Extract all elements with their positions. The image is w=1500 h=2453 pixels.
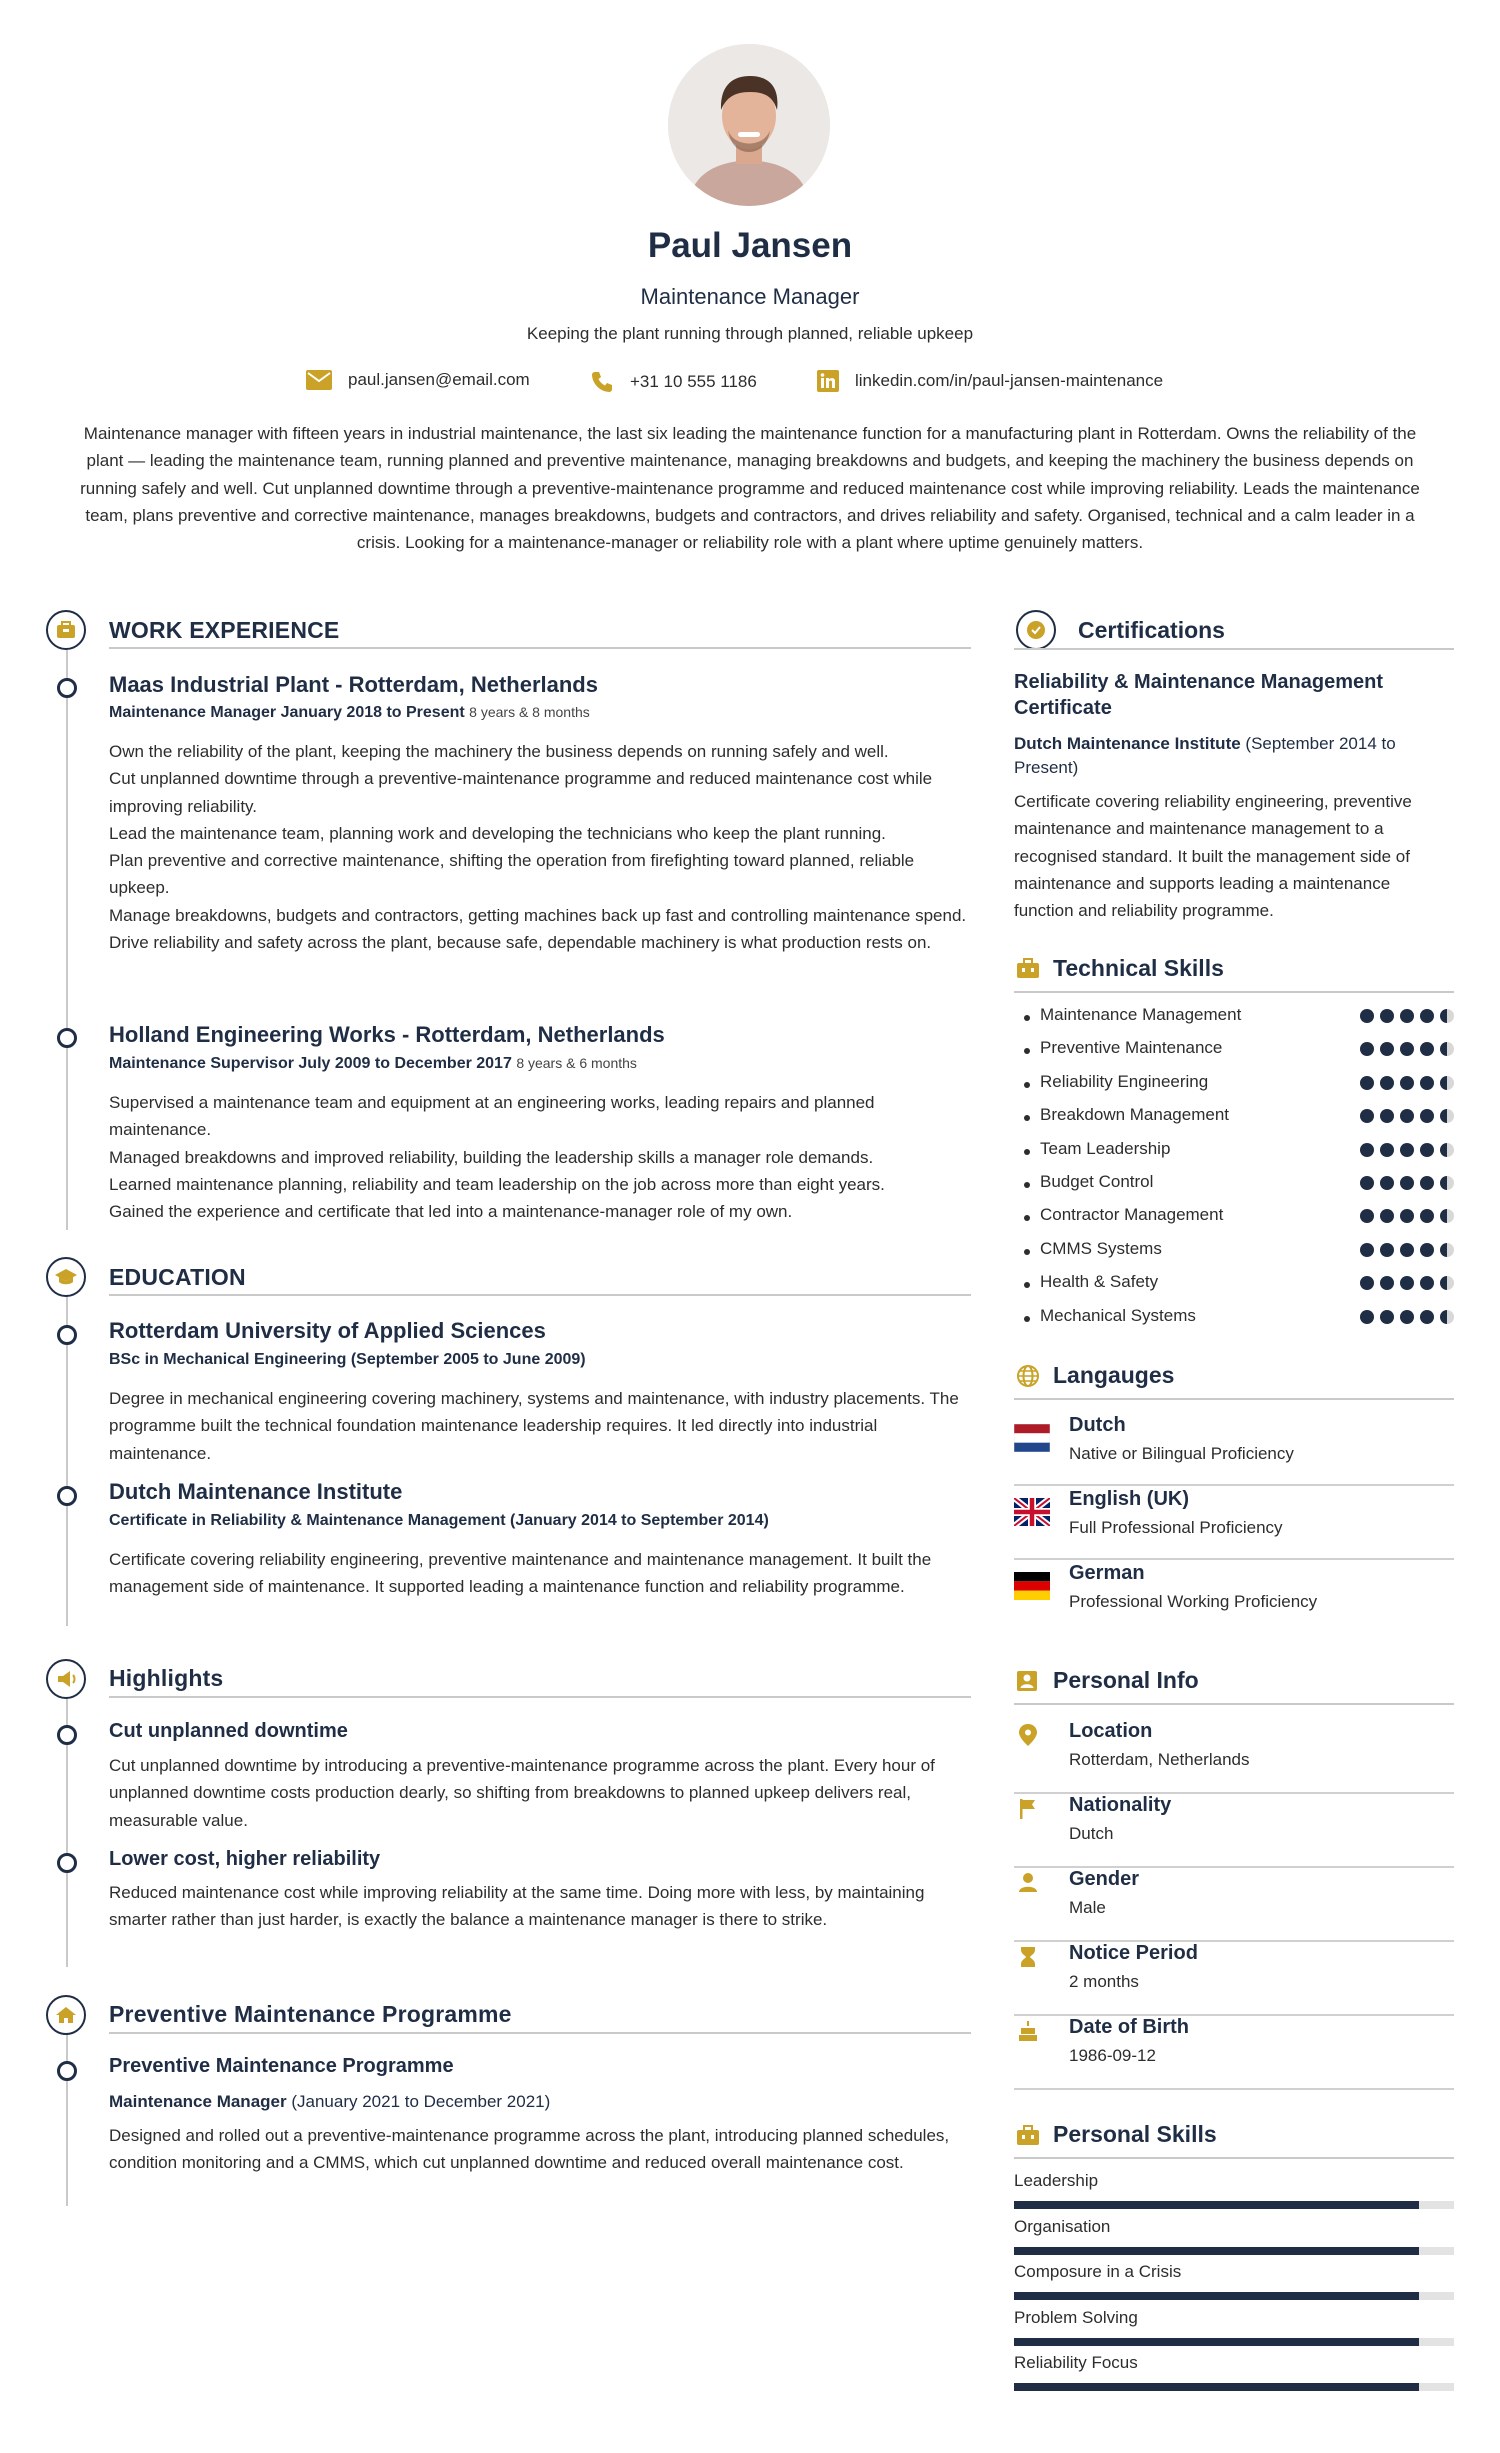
germany-flag-icon bbox=[1014, 1572, 1050, 1600]
school-name: Rotterdam University of Applied Sciences bbox=[109, 1318, 546, 1343]
personal-skill-item bbox=[1014, 2217, 1454, 2263]
info-value: 2 months bbox=[1069, 1972, 1139, 1991]
job-bullet: Learned maintenance planning, reliability and team leadership on the job across more than eight years. bbox=[109, 1174, 885, 1194]
flag-icon bbox=[1018, 1798, 1038, 1820]
technical-skill-item bbox=[1014, 1105, 1454, 1135]
skill-bar-fill bbox=[1014, 2292, 1419, 2300]
bullet-dot bbox=[1024, 1149, 1030, 1155]
job-bullet: Managed breakdowns and improved reliability, building the leadership skills a manager role demands. bbox=[109, 1147, 874, 1167]
personal-info-item bbox=[1014, 1794, 1454, 1868]
timeline-dot bbox=[57, 678, 77, 698]
info-label: Date of Birth bbox=[1069, 2016, 1189, 2038]
language-item bbox=[1014, 1414, 1454, 1486]
email-contact[interactable] bbox=[306, 370, 530, 390]
phone-contact[interactable] bbox=[590, 370, 757, 394]
personal-info-item bbox=[1014, 1942, 1454, 2016]
skill-name: Composure in a Crisis bbox=[1014, 2262, 1182, 2282]
job-description bbox=[109, 1089, 971, 1225]
education-description: Degree in mechanical engineering covering machinery, systems and maintenance, with industry placements. The programme built the technical foundation maintenance leadership requires. It led directly into industrial maintenance. bbox=[109, 1389, 959, 1463]
candidate-name: Paul Jansen bbox=[647, 226, 853, 265]
personal-info-item bbox=[1014, 1868, 1454, 1942]
skill-rating bbox=[1354, 1209, 1454, 1223]
skill-name: Maintenance Management bbox=[1040, 1005, 1242, 1024]
timeline-dot bbox=[57, 1028, 77, 1048]
technical-skill-item bbox=[1014, 1272, 1454, 1302]
job-bullet: Own the reliability of the plant, keeping the machinery the business depends on running safely and well. bbox=[109, 742, 889, 761]
technical-skill-item bbox=[1014, 1239, 1454, 1269]
rating-dot bbox=[1440, 1009, 1454, 1023]
rating-dot bbox=[1360, 1009, 1374, 1023]
rating-dot bbox=[1380, 1209, 1394, 1223]
job-description bbox=[109, 738, 971, 956]
skill-rating bbox=[1354, 1310, 1454, 1324]
info-value: Rotterdam, Netherlands bbox=[1069, 1750, 1250, 1769]
rating-dot bbox=[1400, 1276, 1414, 1290]
highlight-title: Cut unplanned downtime bbox=[109, 1720, 348, 1742]
rating-dot bbox=[1380, 1176, 1394, 1190]
timeline-dot bbox=[57, 1325, 77, 1345]
rating-dot bbox=[1360, 1143, 1374, 1157]
contact-bar bbox=[0, 370, 1500, 400]
info-label: Gender bbox=[1069, 1868, 1140, 1890]
info-value: Dutch bbox=[1069, 1824, 1114, 1843]
skill-name: Problem Solving bbox=[1014, 2307, 1138, 2327]
rating-dot bbox=[1440, 1143, 1454, 1157]
info-label: Nationality bbox=[1069, 1794, 1172, 1816]
bullet-dot bbox=[1024, 1048, 1030, 1054]
certificate-name: Reliability & Maintenance Management Certificate bbox=[1014, 671, 1383, 719]
job-bullet: Gained the experience and certificate that led into a maintenance-manager role of my own. bbox=[109, 1202, 793, 1222]
person-icon bbox=[1018, 1872, 1038, 1894]
profile-summary: Maintenance manager with fifteen years in industrial maintenance, the last six leading the maintenance function for a manufacturing plant in Rotterdam. Owns the reliability of the plant — leading the maintenance team, running planned and preventive maintenance, managing breakdowns and budgets, and keeping the machinery the business depends on running safely and well. Cut unplanned downtime through a preventive-maintenance programme and reduced maintenance cost while improving reliability. Leads the maintenance team, plans preventive and corrective maintenance, manages breakdowns, budgets and contractors, and drives reliability and safety. Organised, technical and a calm leader in a crisis. Looking for a maintenance-manager or reliability role with a plant where uptime genuinely matters. bbox=[80, 424, 1420, 553]
item-divider bbox=[1014, 1484, 1454, 1486]
technical-skill-item bbox=[1014, 1306, 1454, 1336]
technical-skill-item bbox=[1014, 1038, 1454, 1068]
skill-name: Preventive Maintenance bbox=[1040, 1038, 1223, 1058]
rating-dot bbox=[1380, 1276, 1394, 1290]
rating-dot bbox=[1400, 1176, 1414, 1190]
rating-dot bbox=[1360, 1243, 1374, 1257]
netherlands-flag-icon bbox=[1014, 1424, 1050, 1452]
rating-dot bbox=[1440, 1042, 1454, 1056]
info-label: Notice Period bbox=[1069, 1942, 1198, 1964]
skill-bar-track bbox=[1014, 2383, 1454, 2391]
skill-bar-track bbox=[1014, 2338, 1454, 2346]
rating-dot bbox=[1400, 1209, 1414, 1223]
section-divider bbox=[1014, 1703, 1454, 1705]
job-duration: 8 years & 6 months bbox=[516, 1055, 637, 1071]
bullet-dot bbox=[1024, 1182, 1030, 1188]
id-card-icon bbox=[1016, 1670, 1038, 1692]
rating-dot bbox=[1420, 1143, 1434, 1157]
email-icon bbox=[306, 370, 332, 390]
section-divider bbox=[109, 1294, 971, 1296]
language-level: Native or Bilingual Proficiency bbox=[1069, 1444, 1294, 1463]
rating-dot bbox=[1420, 1176, 1434, 1190]
job-title: Maintenance Manager bbox=[640, 284, 860, 309]
highlight-description: Cut unplanned downtime by introducing a preventive-maintenance programme across the plant. Every hour of unplanned downtime costs production dearly, so shifting from breakdowns to planned upkeep delivers real, measurable value. bbox=[109, 1756, 935, 1830]
certifications-heading: Certifications bbox=[1078, 617, 1225, 643]
rating-dot bbox=[1440, 1310, 1454, 1324]
linkedin-text: linkedin.com/in/paul-jansen-maintenance bbox=[855, 371, 1164, 390]
job-role: Maintenance Manager January 2018 to Present 8 years & 8 months bbox=[109, 704, 590, 721]
language-name: Dutch bbox=[1069, 1414, 1126, 1436]
timeline-dot bbox=[57, 1853, 77, 1873]
skill-bar-fill bbox=[1014, 2338, 1419, 2346]
job-company: Maas Industrial Plant - Rotterdam, Netherlands bbox=[109, 672, 598, 697]
technical-skill-item bbox=[1014, 1072, 1454, 1102]
job-bullet: Drive reliability and safety across the plant, because safe, dependable machinery is what production rests on. bbox=[109, 933, 932, 953]
rating-dot bbox=[1400, 1143, 1414, 1157]
rating-dot bbox=[1360, 1276, 1374, 1290]
rating-dot bbox=[1400, 1243, 1414, 1257]
cake-icon bbox=[1018, 2020, 1038, 2042]
rating-dot bbox=[1380, 1076, 1394, 1090]
rating-dot bbox=[1420, 1009, 1434, 1023]
skill-rating bbox=[1354, 1042, 1454, 1056]
project-name: Preventive Maintenance Programme bbox=[109, 2055, 454, 2077]
skill-bar-fill bbox=[1014, 2201, 1419, 2209]
section-divider bbox=[1014, 991, 1454, 993]
rating-dot bbox=[1360, 1042, 1374, 1056]
timeline-line bbox=[66, 2034, 68, 2206]
rating-dot bbox=[1440, 1276, 1454, 1290]
tagline: Keeping the plant running through planned, reliable upkeep bbox=[526, 324, 974, 343]
skill-name: Team Leadership bbox=[1040, 1138, 1171, 1158]
bullet-dot bbox=[1024, 1215, 1030, 1221]
job-company: Holland Engineering Works - Rotterdam, Netherlands bbox=[109, 1022, 665, 1047]
rating-dot bbox=[1360, 1109, 1374, 1123]
skill-bar-fill bbox=[1014, 2247, 1419, 2255]
job-duration: 8 years & 8 months bbox=[469, 704, 590, 720]
skill-bar-track bbox=[1014, 2247, 1454, 2255]
technical-skills-heading: Technical Skills bbox=[1053, 955, 1224, 981]
rating-dot bbox=[1380, 1243, 1394, 1257]
project-heading: Preventive Maintenance Programme bbox=[109, 2001, 512, 2027]
job-role: Maintenance Supervisor July 2009 to December 2017 8 years & 6 months bbox=[109, 1055, 637, 1072]
skill-rating bbox=[1354, 1243, 1454, 1257]
linkedin-contact[interactable] bbox=[817, 370, 1163, 392]
item-divider bbox=[1014, 1558, 1454, 1560]
technical-skill-item bbox=[1014, 1172, 1454, 1202]
education-heading: EDUCATION bbox=[109, 1264, 246, 1290]
degree: BSc in Mechanical Engineering (September 2005 to June 2009) bbox=[109, 1351, 586, 1368]
skill-bar-track bbox=[1014, 2201, 1454, 2209]
skill-rating bbox=[1354, 1009, 1454, 1023]
rating-dot bbox=[1420, 1209, 1434, 1223]
certificate-badge-icon bbox=[1016, 610, 1056, 650]
rating-dot bbox=[1400, 1076, 1414, 1090]
rating-dot bbox=[1400, 1042, 1414, 1056]
personal-info-item bbox=[1014, 1720, 1454, 1794]
info-value: 1986-09-12 bbox=[1069, 2046, 1156, 2065]
language-level: Professional Working Proficiency bbox=[1069, 1592, 1318, 1611]
linkedin-icon bbox=[817, 370, 839, 392]
skill-name: Mechanical Systems bbox=[1040, 1305, 1196, 1325]
graduation-cap-icon bbox=[46, 1257, 86, 1297]
hourglass-icon bbox=[1018, 1946, 1038, 1968]
skill-rating bbox=[1354, 1109, 1454, 1123]
section-divider bbox=[109, 2032, 971, 2034]
skill-rating bbox=[1354, 1143, 1454, 1157]
technical-skill-item bbox=[1014, 1139, 1454, 1169]
phone-text: +31 10 555 1186 bbox=[630, 372, 757, 391]
skill-bar-track bbox=[1014, 2292, 1454, 2300]
skill-rating bbox=[1354, 1076, 1454, 1090]
rating-dot bbox=[1360, 1076, 1374, 1090]
technical-skill-item bbox=[1014, 1205, 1454, 1235]
rating-dot bbox=[1420, 1109, 1434, 1123]
job-bullet: Plan preventive and corrective maintenance, shifting the operation from firefighting toward planned, reliable upkeep. bbox=[109, 851, 915, 898]
phone-icon bbox=[590, 370, 614, 394]
skill-name: Organisation bbox=[1014, 2216, 1111, 2236]
job-bullet: Supervised a maintenance team and equipment at an engineering works, leading repairs and planned maintenance. bbox=[109, 1093, 875, 1140]
languages-heading: Langauges bbox=[1053, 1362, 1175, 1388]
personal-skill-item bbox=[1014, 2262, 1454, 2308]
rating-dot bbox=[1420, 1243, 1434, 1257]
rating-dot bbox=[1380, 1042, 1394, 1056]
certificate-issuer: Dutch Maintenance Institute (September 2014 to Present) bbox=[1014, 734, 1396, 777]
personal-info-item bbox=[1014, 2016, 1454, 2090]
item-divider bbox=[1014, 2088, 1454, 2090]
rating-dot bbox=[1420, 1276, 1434, 1290]
rating-dot bbox=[1440, 1109, 1454, 1123]
bullet-dot bbox=[1024, 1282, 1030, 1288]
globe-icon bbox=[1016, 1364, 1040, 1388]
project-role: Maintenance Manager (January 2021 to December 2021) bbox=[109, 2092, 551, 2111]
info-value: Male bbox=[1069, 1898, 1106, 1917]
house-icon bbox=[46, 1995, 86, 2035]
language-item bbox=[1014, 1562, 1454, 1628]
bullet-dot bbox=[1024, 1082, 1030, 1088]
job-bullet: Manage breakdowns, budgets and contractors, getting machines back up fast and controlling maintenance spend. bbox=[109, 905, 967, 925]
timeline-dot bbox=[57, 2061, 77, 2081]
skill-rating bbox=[1354, 1276, 1454, 1290]
location-pin-icon bbox=[1018, 1724, 1038, 1746]
personal-skill-item bbox=[1014, 2171, 1454, 2217]
rating-dot bbox=[1400, 1009, 1414, 1023]
language-item bbox=[1014, 1488, 1454, 1560]
section-divider bbox=[1014, 648, 1454, 650]
section-divider bbox=[109, 1696, 971, 1698]
job-bullet: Lead the maintenance team, planning work and developing the technicians who keep the plant running. bbox=[109, 823, 886, 843]
highlight-description: Reduced maintenance cost while improving reliability at the same time. Doing more with less, by maintaining smarter rather than just harder, is exactly the balance a maintenance manager is there to strike. bbox=[109, 1883, 925, 1930]
personal-skill-item bbox=[1014, 2353, 1454, 2399]
info-label: Location bbox=[1069, 1720, 1153, 1742]
rating-dot bbox=[1380, 1009, 1394, 1023]
briefcase-icon bbox=[1016, 2124, 1040, 2146]
job-bullet: Cut unplanned downtime through a preventive-maintenance programme and reduced maintenance cost while improving reliability. bbox=[109, 769, 933, 816]
personal-info-heading: Personal Info bbox=[1053, 1667, 1199, 1693]
skill-name: Health & Safety bbox=[1040, 1272, 1159, 1292]
toolbox-icon bbox=[1016, 957, 1040, 979]
personal-skill-item bbox=[1014, 2308, 1454, 2354]
skill-rating bbox=[1354, 1176, 1454, 1190]
rating-dot bbox=[1440, 1176, 1454, 1190]
rating-dot bbox=[1360, 1310, 1374, 1324]
skill-name: Reliability Engineering bbox=[1040, 1071, 1209, 1091]
degree: Certificate in Reliability & Maintenance Management (January 2014 to September 2014) bbox=[109, 1512, 769, 1529]
bullet-dot bbox=[1024, 1316, 1030, 1322]
rating-dot bbox=[1360, 1209, 1374, 1223]
rating-dot bbox=[1400, 1109, 1414, 1123]
email-text: paul.jansen@email.com bbox=[348, 370, 530, 389]
language-name: English (UK) bbox=[1069, 1488, 1189, 1510]
uk-flag-icon bbox=[1014, 1498, 1050, 1526]
skill-name: CMMS Systems bbox=[1040, 1238, 1162, 1258]
rating-dot bbox=[1440, 1209, 1454, 1223]
education-description: Certificate covering reliability engineering, preventive maintenance and maintenance management. It built the management side of maintenance. It supported leading a maintenance function and reliability programme. bbox=[109, 1550, 932, 1597]
work-experience-heading: WORK EXPERIENCE bbox=[109, 617, 340, 643]
section-divider bbox=[1014, 2157, 1454, 2159]
rating-dot bbox=[1420, 1076, 1434, 1090]
certificate-description: Certificate covering reliability engineering, preventive maintenance and maintenance management to a recognised standard. It built the management side of maintenance and supports leading a maintenance function and reliability programme. bbox=[1014, 792, 1412, 921]
bullet-dot bbox=[1024, 1015, 1030, 1021]
personal-skills-heading: Personal Skills bbox=[1053, 2121, 1217, 2147]
bullet-dot bbox=[1024, 1249, 1030, 1255]
skill-name: Leadership bbox=[1014, 2171, 1099, 2190]
language-name: German bbox=[1069, 1562, 1145, 1584]
rating-dot bbox=[1400, 1310, 1414, 1324]
rating-dot bbox=[1380, 1143, 1394, 1157]
skill-name: Reliability Focus bbox=[1014, 2353, 1138, 2373]
language-level: Full Professional Proficiency bbox=[1069, 1518, 1283, 1537]
timeline-dot bbox=[57, 1486, 77, 1506]
rating-dot bbox=[1420, 1310, 1434, 1324]
skill-bar-fill bbox=[1014, 2383, 1419, 2391]
megaphone-icon bbox=[46, 1659, 86, 1699]
highlights-heading: Highlights bbox=[109, 1665, 224, 1691]
skill-name: Breakdown Management bbox=[1040, 1105, 1230, 1125]
profile-photo bbox=[668, 44, 830, 206]
briefcase-icon bbox=[46, 610, 86, 650]
bullet-dot bbox=[1024, 1115, 1030, 1121]
school-name: Dutch Maintenance Institute bbox=[109, 1479, 403, 1504]
rating-dot bbox=[1440, 1243, 1454, 1257]
timeline-dot bbox=[57, 1725, 77, 1745]
timeline-line bbox=[66, 1296, 68, 1626]
rating-dot bbox=[1440, 1076, 1454, 1090]
rating-dot bbox=[1380, 1310, 1394, 1324]
rating-dot bbox=[1420, 1042, 1434, 1056]
rating-dot bbox=[1380, 1109, 1394, 1123]
highlight-title: Lower cost, higher reliability bbox=[109, 1848, 381, 1870]
skill-name: Budget Control bbox=[1040, 1172, 1154, 1191]
section-divider bbox=[109, 647, 971, 649]
skill-name: Contractor Management bbox=[1040, 1205, 1224, 1225]
technical-skill-item bbox=[1014, 1005, 1454, 1035]
section-divider bbox=[1014, 1398, 1454, 1400]
project-description: Designed and rolled out a preventive-maintenance programme across the plant, introducing planned schedules, condition monitoring and a CMMS, which cut unplanned downtime and reduced overall maintenance cost. bbox=[109, 2126, 950, 2173]
timeline-line bbox=[66, 650, 68, 1230]
rating-dot bbox=[1360, 1176, 1374, 1190]
